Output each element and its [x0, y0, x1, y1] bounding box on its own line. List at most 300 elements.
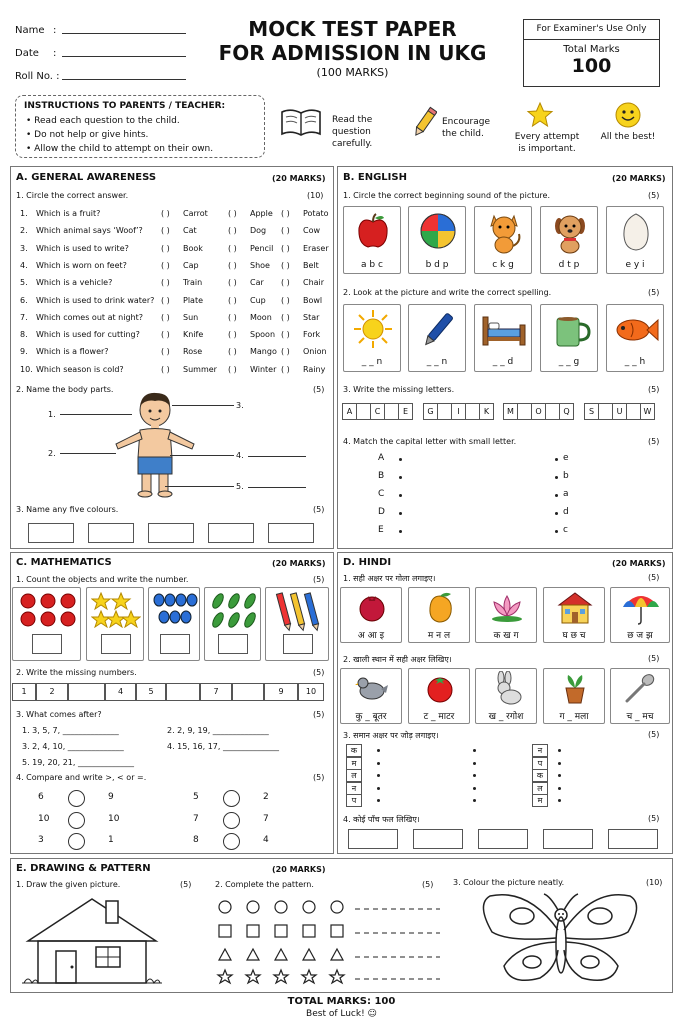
question-d2: 2. खाली स्थान में सही अक्षर लिखिए। — [343, 655, 452, 664]
match-dot[interactable] — [377, 762, 380, 765]
spell-card-fish — [606, 304, 664, 372]
hindi-card-spoon — [610, 668, 670, 724]
small-letter: b — [563, 471, 569, 481]
spelling-blank[interactable]: _ _ h — [624, 357, 646, 367]
letter-cell: M — [503, 403, 518, 420]
compare-right: 9 — [108, 792, 114, 802]
roll-field[interactable] — [62, 70, 186, 80]
spoon-icon — [623, 672, 657, 704]
rabbit-icon — [490, 671, 524, 705]
option-paren[interactable]: ( ) — [228, 243, 237, 253]
colour-answer-box[interactable] — [88, 523, 134, 543]
question-e1: 1. Draw the given picture. — [16, 880, 121, 889]
question-text: Which is a vehicle? — [36, 278, 113, 288]
picture-card-egg — [606, 206, 664, 274]
hindi-card-tomato — [408, 668, 470, 724]
pomegranate-icon — [357, 592, 387, 622]
match-dot[interactable] — [555, 530, 558, 533]
footer-luck: Best of Luck! ☺ — [306, 1009, 377, 1019]
option-label[interactable]: Eraser — [303, 243, 329, 253]
fruit-answer-box[interactable] — [608, 829, 658, 849]
sound-options[interactable]: e y i — [625, 260, 645, 270]
number-cell: 7 — [200, 683, 232, 701]
hindi-card-lotus — [475, 587, 537, 643]
option-label[interactable]: Train — [183, 278, 203, 288]
instruction-item: • Allow the child to attempt on their own. — [26, 144, 214, 154]
question-number: 7. — [20, 312, 28, 322]
sound-options[interactable]: d t p — [558, 260, 580, 270]
match-dot[interactable] — [399, 458, 402, 461]
option-paren[interactable]: ( ) — [281, 312, 290, 322]
compare-circle[interactable] — [223, 833, 240, 850]
question-d4: 4. कोई पाँच फल लिखिए। — [343, 815, 420, 824]
compare-circle[interactable] — [68, 790, 85, 807]
picture-card-cat — [474, 206, 532, 274]
question-text: Which is used to write? — [36, 243, 129, 253]
question-e3: 3. Colour the picture neatly. — [453, 878, 565, 887]
question-text: Which comes out at night? — [36, 312, 143, 322]
total-marks-value: 100 — [571, 55, 612, 77]
spell-card-sun — [343, 304, 401, 372]
spelling-blank[interactable]: _ _ n — [361, 357, 383, 367]
compare-left: 7 — [193, 814, 199, 824]
capital-letter: B — [378, 471, 385, 481]
capital-letter: E — [378, 525, 384, 535]
option-label[interactable]: Fork — [303, 330, 321, 340]
option-paren[interactable]: ( ) — [228, 330, 237, 340]
option-paren[interactable]: ( ) — [281, 364, 290, 374]
option-paren[interactable]: ( ) — [228, 278, 237, 288]
question-number: 2. — [20, 226, 28, 236]
footer-total: TOTAL MARKS: 100 — [287, 996, 396, 1007]
mug-icon — [551, 310, 591, 350]
capital-letter: C — [378, 489, 385, 499]
number-cell[interactable] — [232, 683, 264, 701]
match-dot[interactable] — [555, 458, 558, 461]
option-label[interactable]: Winter — [250, 364, 277, 374]
tomato-icon — [425, 673, 455, 703]
section-c-marks: (20 MARKS) — [272, 559, 326, 568]
option-paren[interactable]: ( ) — [228, 260, 237, 270]
question-b3: 3. Write the missing letters. — [343, 385, 455, 394]
letter-cell[interactable] — [437, 403, 452, 420]
letter-cell[interactable] — [465, 403, 480, 420]
letter-cell[interactable] — [626, 403, 641, 420]
match-dot[interactable] — [555, 476, 558, 479]
colour-answer-box[interactable] — [28, 523, 74, 543]
hindi-letter-options[interactable]: छ ज झ — [627, 631, 653, 641]
flowerpot-icon — [560, 672, 590, 704]
title-line2: FOR ADMISSION IN UKG — [218, 41, 487, 65]
question-number: 6. — [20, 295, 28, 305]
compare-left: 6 — [38, 792, 44, 802]
hindi-left-letter: न — [346, 782, 362, 795]
question-text: Which season is cold? — [36, 364, 124, 374]
letter-cell: K — [479, 403, 494, 420]
mango-icon — [425, 592, 455, 624]
pencils-icon — [274, 591, 322, 633]
sound-options[interactable]: b d p — [425, 260, 449, 270]
letter-cell[interactable] — [517, 403, 532, 420]
match-dot[interactable] — [377, 749, 380, 752]
letter-cell: Q — [559, 403, 574, 420]
stars-icon — [91, 592, 141, 628]
option-paren[interactable]: ( ) — [281, 243, 290, 253]
picture-card-ball — [408, 206, 466, 274]
match-dot[interactable] — [558, 799, 561, 802]
option-paren[interactable]: ( ) — [161, 347, 170, 357]
option-paren[interactable]: ( ) — [281, 226, 290, 236]
option-paren[interactable]: ( ) — [228, 295, 237, 305]
fruit-answer-box[interactable] — [348, 829, 398, 849]
question-a2: 2. Name the body parts. — [16, 385, 114, 394]
option-paren[interactable]: ( ) — [281, 278, 290, 288]
instructions-title: INSTRUCTIONS TO PARENTS / TEACHER: — [24, 101, 226, 111]
option-paren[interactable]: ( ) — [161, 330, 170, 340]
question-text: Which is used to drink water? — [36, 295, 155, 305]
picture-card-dog — [540, 206, 598, 274]
tip-read: Read the question carefully. — [332, 115, 373, 149]
option-paren[interactable]: ( ) — [161, 243, 170, 253]
match-dot[interactable] — [399, 512, 402, 515]
compare-right: 2 — [263, 792, 269, 802]
option-paren[interactable]: ( ) — [228, 226, 237, 236]
umbrella-icon — [621, 591, 661, 625]
option-paren[interactable]: ( ) — [228, 364, 237, 374]
sequence-item[interactable]: 4. 15, 16, 17, ______________ — [167, 742, 279, 751]
question-number: 1. — [20, 209, 28, 218]
fish-icon — [613, 315, 659, 345]
option-label[interactable]: Apple — [250, 209, 273, 218]
hindi-word-blank[interactable]: कु _ बूतर — [355, 712, 387, 722]
option-label[interactable]: Plate — [183, 295, 204, 305]
option-paren[interactable]: ( ) — [161, 260, 170, 270]
question-number: 10. — [20, 364, 33, 374]
option-label[interactable]: Shoe — [250, 260, 270, 270]
dog-icon — [551, 212, 589, 254]
number-cell: 1 — [12, 683, 36, 701]
option-paren[interactable]: ( ) — [228, 347, 237, 357]
option-label[interactable]: Pencil — [250, 243, 274, 253]
spell-card-mug — [540, 304, 598, 372]
compare-right: 1 — [108, 835, 114, 845]
tip-best: All the best! — [600, 132, 656, 142]
hindi-card-pot — [543, 668, 605, 724]
house-drawing — [22, 895, 162, 987]
body-label-4: 4. — [236, 451, 244, 460]
section-b-title: B. ENGLISH — [343, 172, 407, 183]
colour-answer-box[interactable] — [268, 523, 314, 543]
letter-cell[interactable] — [545, 403, 560, 420]
hindi-word-blank[interactable]: ख _ रगोश — [488, 712, 524, 722]
question-text: Which is worn on feet? — [36, 260, 127, 270]
question-text: Which animal says ‘Woof’? — [36, 226, 143, 236]
tip-attempt: Every attempt is important. — [514, 132, 580, 154]
apple-icon — [354, 212, 392, 250]
count-answer-box[interactable] — [101, 634, 131, 654]
spell-card-pen — [408, 304, 466, 372]
compare-circle[interactable] — [68, 833, 85, 850]
date-field[interactable] — [62, 47, 186, 57]
smiley-icon — [614, 101, 642, 129]
match-dot[interactable] — [558, 774, 561, 777]
compare-circle[interactable] — [68, 812, 85, 829]
compare-circle[interactable] — [223, 790, 240, 807]
letter-cell[interactable] — [384, 403, 399, 420]
sound-options[interactable]: c k g — [492, 260, 514, 270]
sequence-item[interactable]: 5. 19, 20, 21, ______________ — [22, 758, 134, 767]
apples-icon — [19, 592, 77, 628]
question-number: 3. — [20, 243, 28, 253]
match-dot[interactable] — [473, 787, 476, 790]
hindi-word-blank[interactable]: च _ मच — [626, 712, 654, 722]
body-label-1: 1. — [48, 410, 56, 419]
hindi-word-blank[interactable]: ग _ मला — [559, 712, 589, 722]
number-cell: 10 — [298, 683, 324, 701]
question-c4: 4. Compare and write >, < or =. — [16, 773, 147, 782]
sound-options[interactable]: a b c — [361, 260, 383, 270]
option-paren[interactable]: ( ) — [161, 226, 170, 236]
hindi-card-umbrella — [610, 587, 670, 643]
question-d1: 1. सही अक्षर पर गोला लगाइए। — [343, 574, 436, 583]
option-label[interactable]: Spoon — [250, 330, 276, 340]
hindi-right-letter: न — [532, 744, 548, 757]
hindi-right-letter: म — [532, 794, 548, 807]
number-cell: 4 — [105, 683, 136, 701]
number-cell[interactable] — [68, 683, 105, 701]
small-letter: d — [563, 507, 569, 517]
compare-left: 3 — [38, 835, 44, 845]
compare-right: 7 — [263, 814, 269, 824]
small-letter: c — [563, 525, 568, 535]
match-dot[interactable] — [555, 494, 558, 497]
option-paren[interactable]: ( ) — [228, 312, 237, 322]
spelling-blank[interactable]: _ _ g — [558, 357, 580, 367]
hindi-left-letter: क — [346, 744, 362, 757]
option-paren[interactable]: ( ) — [161, 209, 170, 218]
count-answer-box[interactable] — [160, 634, 190, 654]
page-title — [200, 17, 505, 81]
option-paren[interactable]: ( ) — [281, 330, 290, 340]
match-dot[interactable] — [377, 799, 380, 802]
question-a3: 3. Name any five colours. — [16, 505, 119, 514]
hindi-card-pomegranate — [340, 587, 402, 643]
hindi-letter-options[interactable]: अ आ इ — [357, 631, 385, 641]
colour-answer-box[interactable] — [148, 523, 194, 543]
option-label[interactable]: Bowl — [303, 295, 323, 305]
letter-cell: O — [531, 403, 546, 420]
star-icon — [526, 101, 554, 129]
compare-right: 10 — [108, 814, 120, 824]
body-label-3: 3. — [236, 401, 244, 410]
body-answer-4[interactable] — [248, 449, 306, 457]
question-c1: 1. Count the objects and write the number. — [16, 575, 189, 584]
picture-card-apple — [343, 206, 401, 274]
spelling-blank[interactable]: _ _ d — [492, 357, 514, 367]
option-label[interactable]: Belt — [303, 260, 319, 270]
match-dot[interactable] — [473, 762, 476, 765]
letter-cell[interactable] — [598, 403, 613, 420]
fruit-answer-box[interactable] — [478, 829, 528, 849]
title-line1: MOCK TEST PAPER — [248, 17, 457, 41]
option-label[interactable]: Onion — [303, 347, 327, 357]
option-label[interactable]: Cat — [183, 226, 197, 236]
option-label[interactable]: Moon — [250, 312, 272, 322]
letter-cell: E — [398, 403, 413, 420]
match-dot[interactable] — [473, 774, 476, 777]
compare-left: 8 — [193, 835, 199, 845]
letter-cell: I — [451, 403, 466, 420]
option-paren[interactable]: ( ) — [281, 295, 290, 305]
hindi-word-blank[interactable]: ट _ माटर — [423, 712, 455, 722]
book-icon — [280, 108, 322, 138]
option-paren[interactable]: ( ) — [228, 209, 237, 218]
small-letter: a — [563, 489, 569, 499]
option-label[interactable]: Sun — [183, 312, 199, 322]
letter-cell[interactable] — [356, 403, 371, 420]
sequence-item[interactable]: 2. 2, 9, 19, ______________ — [167, 726, 269, 735]
pen-icon — [418, 309, 458, 351]
date-label: Date — [15, 48, 39, 59]
option-label[interactable]: Dog — [250, 226, 267, 236]
question-b2: 2. Look at the picture and write the correct spelling. — [343, 288, 552, 297]
sequence-item[interactable]: 1. 3, 5, 7, ______________ — [22, 726, 119, 735]
compare-left: 10 — [38, 814, 50, 824]
question-c2: 2. Write the missing numbers. — [16, 668, 137, 677]
compare-left: 5 — [193, 792, 199, 802]
match-dot[interactable] — [399, 530, 402, 533]
question-number: 8. — [20, 330, 28, 340]
instructions-box — [15, 95, 265, 158]
option-label[interactable]: Cup — [250, 295, 266, 305]
option-paren[interactable]: ( ) — [161, 295, 170, 305]
number-cell[interactable] — [166, 683, 200, 701]
name-field[interactable] — [62, 24, 186, 34]
body-label-2: 2. — [48, 449, 56, 458]
fruit-answer-box[interactable] — [413, 829, 463, 849]
question-text: Which is used for cutting? — [36, 330, 140, 340]
option-paren[interactable]: ( ) — [161, 312, 170, 322]
hindi-card-pigeon — [340, 668, 402, 724]
match-dot[interactable] — [555, 512, 558, 515]
match-dot[interactable] — [558, 762, 561, 765]
letter-cell: A — [342, 403, 357, 420]
cat-icon — [485, 212, 523, 254]
option-label[interactable]: Knife — [183, 330, 204, 340]
question-b4: 4. Match the capital letter with small letter. — [343, 437, 517, 446]
tip-encourage: Encourage the child. — [442, 117, 491, 139]
hindi-left-letter: ल — [346, 769, 362, 782]
match-dot[interactable] — [399, 476, 402, 479]
egg-icon — [621, 212, 651, 252]
match-dot[interactable] — [399, 494, 402, 497]
colour-answer-box[interactable] — [208, 523, 254, 543]
option-label[interactable]: Cow — [303, 226, 321, 236]
option-label[interactable]: Summer — [183, 364, 217, 374]
bed-icon — [481, 313, 527, 347]
small-letter: e — [563, 453, 569, 463]
match-dot[interactable] — [473, 799, 476, 802]
sequence-item[interactable]: 3. 2, 4, 10, ______________ — [22, 742, 124, 751]
compare-right: 4 — [263, 835, 269, 845]
match-dot[interactable] — [473, 749, 476, 752]
question-number: 5. — [20, 278, 28, 288]
option-label[interactable]: Potato — [303, 209, 329, 218]
title-line3: (100 MARKS) — [316, 66, 389, 79]
hindi-card-house — [543, 587, 605, 643]
count-card-balloons — [148, 587, 200, 661]
balloons-icon — [152, 592, 198, 630]
instruction-item: • Read each question to the child. — [26, 116, 180, 126]
option-label[interactable]: Rose — [183, 347, 203, 357]
hindi-letter-options[interactable]: घ छ च — [562, 631, 586, 641]
body-answer-5[interactable] — [248, 480, 306, 488]
number-cell: 5 — [136, 683, 166, 701]
sun-icon — [353, 309, 393, 349]
count-answer-box[interactable] — [32, 634, 62, 654]
hindi-card-mango — [408, 587, 470, 643]
butterfly-drawing — [478, 890, 643, 988]
count-answer-box[interactable] — [283, 634, 313, 654]
letter-cell: G — [423, 403, 438, 420]
option-label[interactable]: Star — [303, 312, 320, 322]
count-card-stars — [86, 587, 144, 661]
count-card-pencils — [265, 587, 329, 661]
option-paren[interactable]: ( ) — [281, 347, 290, 357]
spelling-blank[interactable]: _ _ n — [426, 357, 448, 367]
hindi-letter-options[interactable]: क ख ग — [493, 631, 519, 641]
option-label[interactable]: Mango — [250, 347, 277, 357]
hindi-right-letter: ल — [532, 782, 548, 795]
fruit-answer-box[interactable] — [543, 829, 593, 849]
option-paren[interactable]: ( ) — [161, 364, 170, 374]
match-dot[interactable] — [377, 774, 380, 777]
option-paren[interactable]: ( ) — [281, 260, 290, 270]
match-dot[interactable] — [558, 749, 561, 752]
hindi-left-letter: म — [346, 757, 362, 770]
option-label[interactable]: Cap — [183, 260, 199, 270]
match-dot[interactable] — [558, 787, 561, 790]
question-c3: 3. What comes after? — [16, 710, 102, 719]
examiner-label: For Examiner's Use Only — [524, 20, 659, 40]
count-answer-box[interactable] — [218, 634, 248, 654]
match-dot[interactable] — [377, 787, 380, 790]
option-label[interactable]: Car — [250, 278, 264, 288]
number-cell: 2 — [36, 683, 68, 701]
hindi-letter-options[interactable]: म न ल — [427, 631, 451, 641]
pigeon-icon — [355, 673, 389, 703]
capital-letter: D — [378, 507, 385, 517]
capital-letter: A — [378, 453, 385, 463]
hindi-card-rabbit — [475, 668, 537, 724]
section-d-marks: (20 MARKS) — [612, 559, 666, 568]
compare-circle[interactable] — [223, 812, 240, 829]
question-number: 9. — [20, 347, 28, 357]
option-label[interactable]: Carrot — [183, 209, 208, 218]
option-label[interactable]: Chair — [303, 278, 325, 288]
option-paren[interactable]: ( ) — [161, 278, 170, 288]
option-paren[interactable]: ( ) — [281, 209, 290, 218]
question-text: Which is a fruit? — [36, 209, 101, 218]
option-label[interactable]: Book — [183, 243, 203, 253]
roll-label: Roll No. : — [15, 71, 60, 82]
house-icon — [556, 591, 594, 625]
pattern-grid — [215, 897, 445, 987]
ball-icon — [419, 212, 457, 250]
instruction-item: • Do not help or give hints. — [26, 130, 149, 140]
count-card-apples — [12, 587, 81, 661]
option-label[interactable]: Rainy — [303, 364, 326, 374]
